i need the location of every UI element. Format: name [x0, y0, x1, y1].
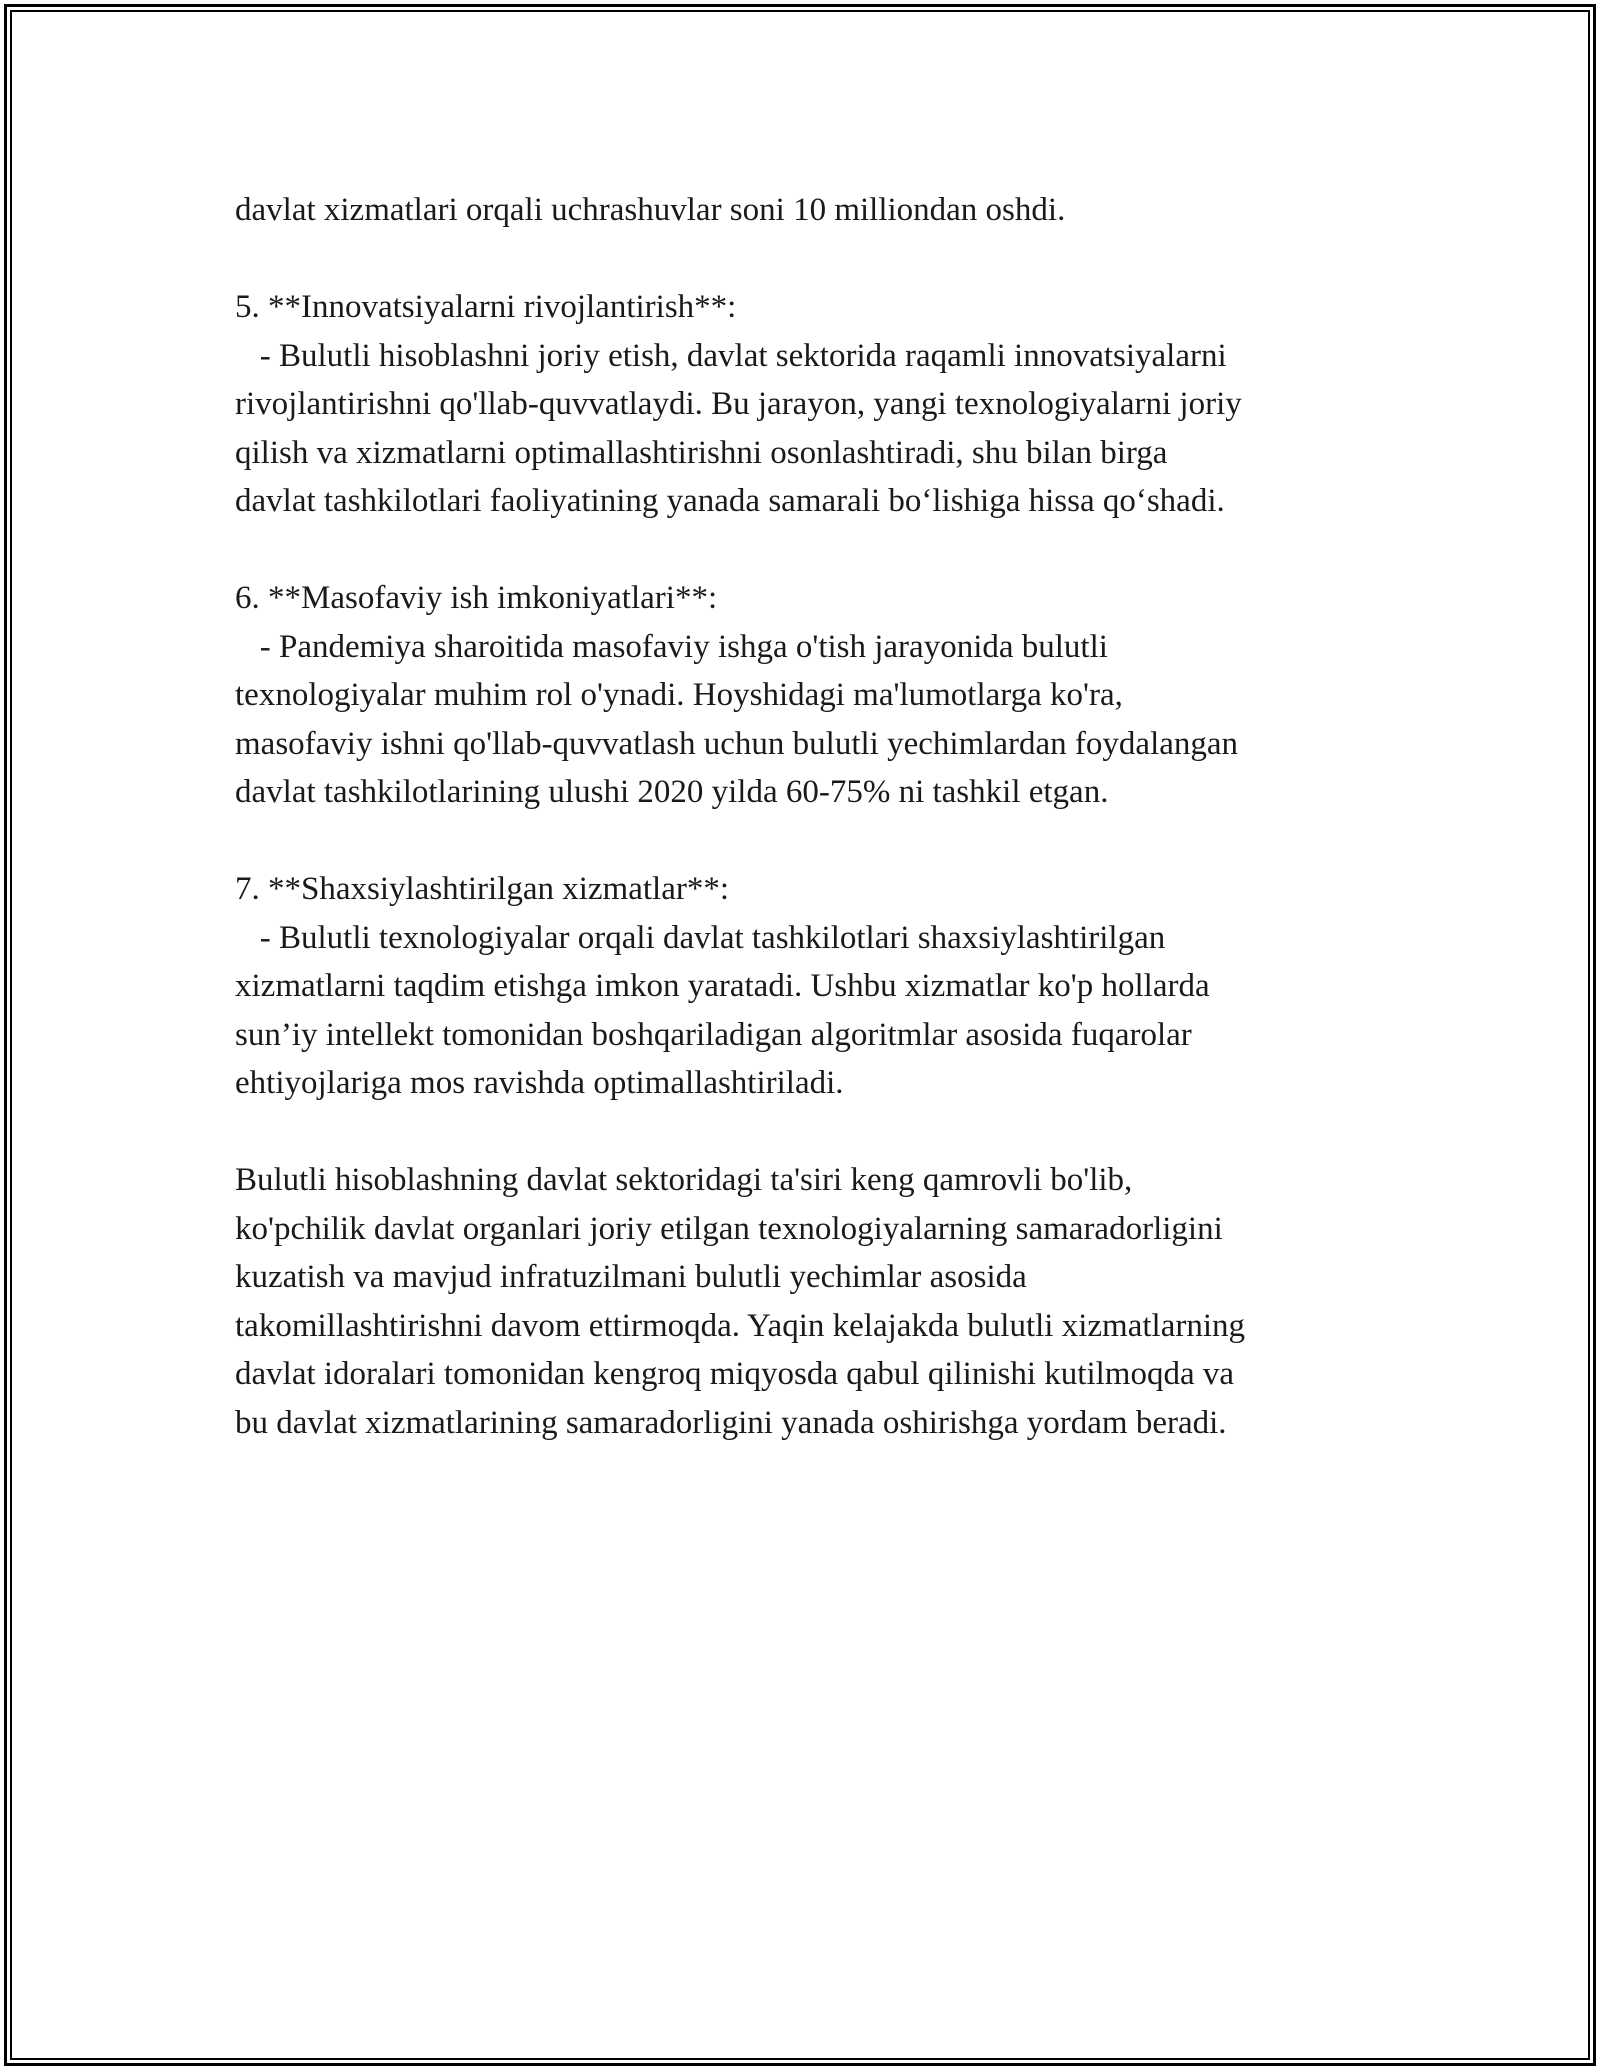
text-line: texnologiyalar muhim rol o'ynadi. Hoyshidagi ma'lumotlarga ko'ra, [235, 677, 1123, 713]
text-line: davlat idoralari tomonidan kengroq miqyosda qabul qilinishi kutilmoqda va [235, 1356, 1234, 1392]
text-line: davlat xizmatlari orqali uchrashuvlar soni 10 milliondan oshdi. [235, 192, 1066, 228]
paragraph-gap [235, 1108, 1385, 1157]
paragraph-gap [235, 526, 1385, 575]
text-line: - Bulutli texnologiyalar orqali davlat tashkilotlari shaxsiylashtirilgan [235, 919, 1166, 956]
paragraph-intro-continuation [235, 186, 1385, 235]
item-heading: 6. **Masofaviy ish imkoniyatlari**: [235, 580, 718, 616]
text-line: Bulutli hisoblashning davlat sektoridagi ta'siri keng qamrovli bo'lib, [235, 1162, 1133, 1198]
text-line: masofaviy ishni qo'llab-quvvatlash uchun bulutli yechimlardan foydalangan [235, 725, 1239, 762]
text-line: kuzatish va mavjud infratuzilmani bulutli yechimlar asosida [235, 1259, 1027, 1295]
text-line: ko'pchilik davlat organlari joriy etilgan texnologiyalarning samaradorligini [235, 1210, 1223, 1247]
document-body [235, 186, 1385, 1447]
paragraph-item-6 [235, 574, 1385, 817]
text-line: rivojlantirishni qo'llab-quvvatlaydi. Bu jarayon, yangi texnologiyalarni joriy [235, 386, 1242, 422]
text-line: bu davlat xizmatlarining samaradorligini yanada oshirishga yordam beradi. [235, 1404, 1227, 1441]
text-line: - Bulutli hisoblashni joriy etish, davlat sektorida raqamli innovatsiyalarni [235, 337, 1227, 374]
text-line: qilish va xizmatlarni optimallashtirishni osonlashtiradi, shu bilan birga [235, 434, 1168, 471]
text-line: takomillashtirishni davom ettirmoqda. Yaqin kelajakda bulutli xizmatlarning [235, 1307, 1245, 1344]
item-heading: 5. **Innovatsiyalarni rivojlantirish**: [235, 289, 737, 325]
text-line: davlat tashkilotlarining ulushi 2020 yilda 60-75% ni tashkil etgan. [235, 774, 1109, 810]
text-line: sun’iy intellekt tomonidan boshqariladigan algoritmlar asosida fuqarolar [235, 1016, 1192, 1053]
paragraph-gap [235, 235, 1385, 284]
text-line: ehtiyojlariga mos ravishda optimallashtiriladi. [235, 1065, 844, 1101]
text-line: davlat tashkilotlari faoliyatining yanada samarali bo‘lishiga hissa qo‘shadi. [235, 483, 1225, 519]
text-line: - Pandemiya sharoitida masofaviy ishga o'tish jarayonida bulutli [235, 628, 1108, 665]
text-line: xizmatlarni taqdim etishga imkon yaratadi. Ushbu xizmatlar ko'p hollarda [235, 968, 1210, 1004]
paragraph-conclusion [235, 1156, 1385, 1447]
paragraph-item-5 [235, 283, 1385, 526]
item-heading: 7. **Shaxsiylashtirilgan xizmatlar**: [235, 871, 730, 907]
paragraph-item-7 [235, 865, 1385, 1108]
paragraph-gap [235, 817, 1385, 866]
